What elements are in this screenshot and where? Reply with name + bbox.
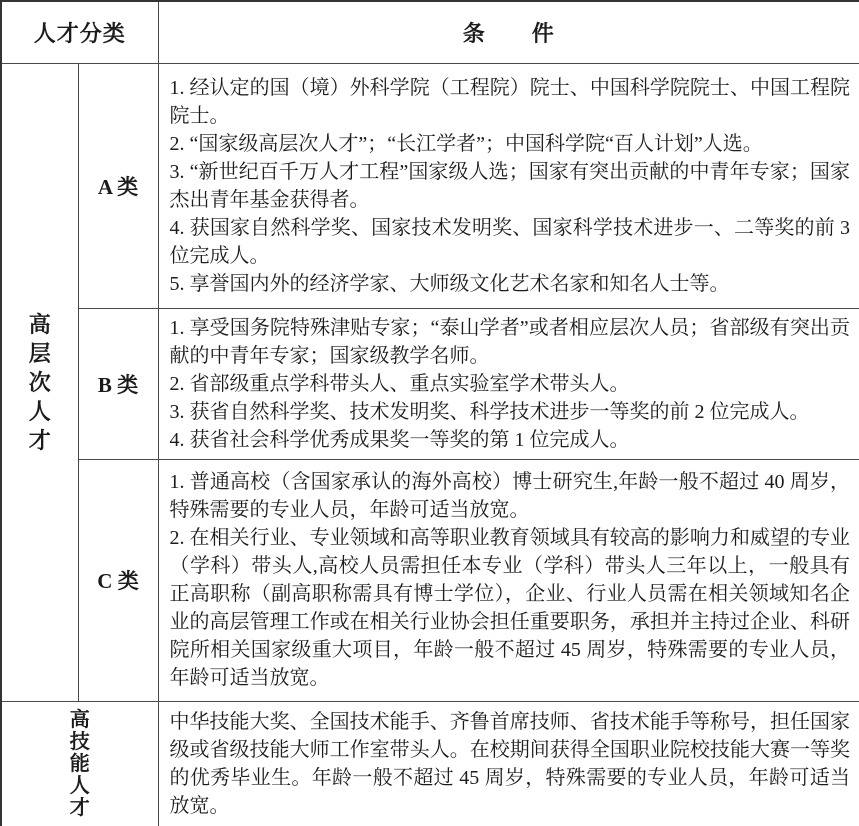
header-cell-condition: 条 件 — [158, 1, 859, 63]
condition-item: 中华技能大奖、全国技术能手、齐鲁首席技师、省技术能手等称号，担任国家级或省级技能大师工作室带头人。在校期间获得全国职业院校技能大赛一等奖的优秀毕业生。年龄一般不超过 45 周岁，特殊需要的专业人员，年龄可适当放宽。 — [169, 710, 851, 817]
condition-item: 2. 在相关行业、专业领域和高等职业教育领域具有较高的影响力和威望的专业（学科）带头人,高校人员需担任本专业（学科）带头人三年以上，一般具有正高职称（副高职称需具有博士学位），企业、行业人员需在相关领域知名企业的高层管理工作或在相关行业协会担任重要职务，承担并主持过企业、科研院所相关国家级重大项目，年龄一般不超过 45 周岁，特殊需要的专业人员，年龄可适当放宽。 — [169, 527, 851, 689]
condition-item: 1. 经认定的国（境）外科学院（工程院）院士、中国科学院院士、中国工程院院士。 — [169, 76, 851, 127]
table-header-row — [1, 1, 859, 63]
table-row-category-c — [1, 459, 859, 701]
condition-cell-b — [158, 308, 859, 459]
condition-item: 5. 享誉国内外的经济学家、大师级文化艺术名家和知名人士等。 — [169, 272, 730, 295]
high-skill-talent-label: 高技能人才 — [69, 708, 90, 819]
condition-cell-c — [158, 459, 859, 701]
table-row-category-b — [1, 308, 859, 459]
category-cell-c: C 类 — [78, 459, 158, 701]
condition-cell-high-skill — [158, 701, 859, 826]
condition-item: 3. “新世纪百千万人才工程”国家级人选；国家有突出贡献的中青年专家；国家杰出青年基金获得者。 — [169, 160, 851, 211]
condition-item: 1. 普通高校（含国家承认的海外高校）博士研究生,年龄一般不超过 40 周岁，特殊需要的专业人员，年龄可适当放宽。 — [169, 471, 851, 521]
group-cell-high-level-talent — [1, 63, 78, 701]
condition-item: 4. 获国家自然科学奖、国家技术发明奖、国家科学技术进步一、二等奖的前 3 位完成人。 — [169, 216, 851, 267]
condition-item: 1. 享受国务院特殊津贴专家；“泰山学者”或者相应层次人员；省部级有突出贡献的中青年专家；国家级教学名师。 — [169, 316, 851, 367]
condition-item: 2. 省部级重点学科带头人、重点实验室学术带头人。 — [169, 372, 630, 395]
condition-item: 3. 获省自然科学奖、技术发明奖、科学技术进步一等奖的前 2 位完成人。 — [169, 400, 810, 423]
table-row-high-skill — [1, 701, 859, 826]
condition-cell-a — [158, 63, 859, 308]
category-cell-b: B 类 — [78, 308, 158, 459]
condition-item: 4. 获省社会科学优秀成果奖一等奖的第 1 位完成人。 — [169, 428, 630, 451]
header-cell-talent-category: 人才分类 — [1, 1, 158, 63]
category-cell-a: A 类 — [78, 63, 158, 308]
high-level-talent-label: 高层次人才 — [28, 311, 51, 453]
group-cell-high-skill-talent — [1, 701, 158, 826]
table-row-category-a — [1, 63, 859, 308]
condition-item: 2. “国家级高层次人才”；“长江学者”；中国科学院“百人计划”人选。 — [169, 132, 763, 155]
